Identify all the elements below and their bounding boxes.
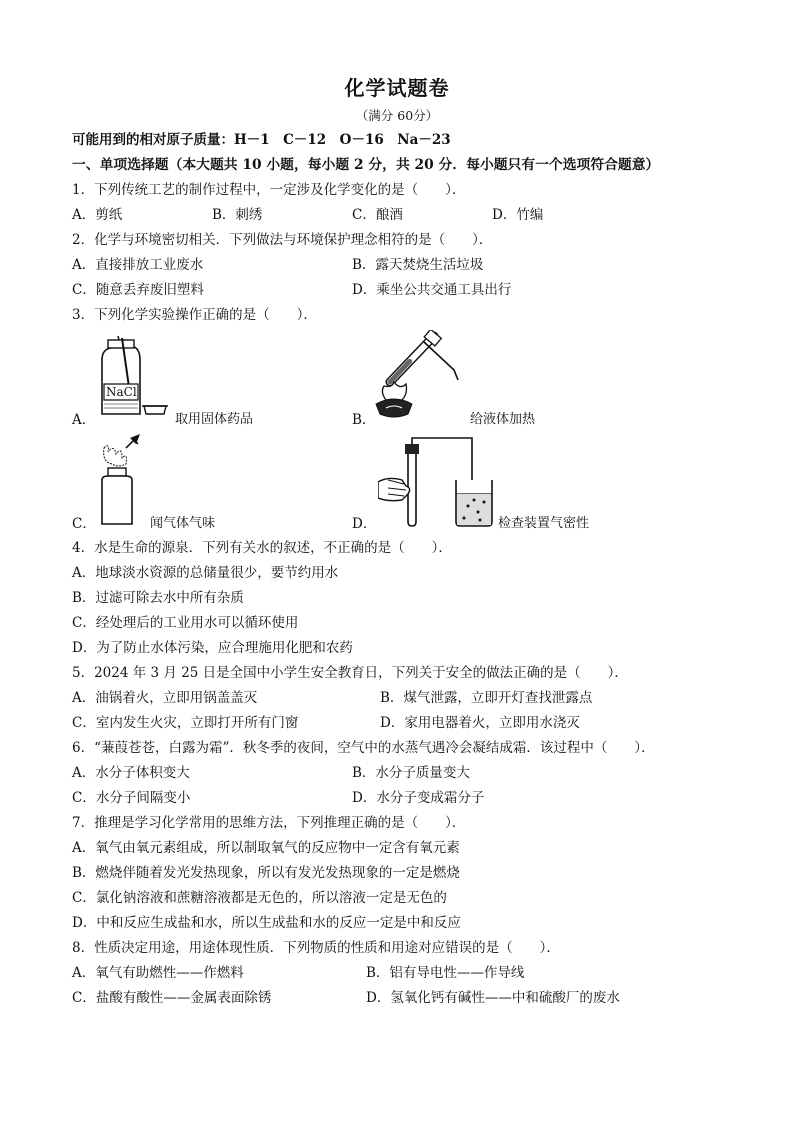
q5-option-d: D．家用电器着火，立即用水浇灭	[380, 715, 580, 731]
q4-option-a: A．地球淡水资源的总储量很少，要节约用水	[72, 565, 339, 581]
nacl-label: NaCl	[106, 385, 137, 399]
q5-option-a: A．油锅着火，立即用锅盖盖灭	[72, 690, 258, 706]
q7-option-a: A．氧气由氧元素组成，所以制取氧气的反应物中一定含有氧元素	[72, 840, 460, 856]
q1-stem: 1．下列传统工艺的制作过程中，一定涉及化学变化的是（ ）．	[72, 182, 466, 198]
q7-option-d: D．中和反应生成盐和水，所以生成盐和水的反应一定是中和反应	[72, 915, 461, 931]
q8-option-a: A．氧气有助燃性——作燃料	[72, 965, 244, 981]
figure-smell-gas	[96, 434, 156, 528]
q5-option-c: C．室内发生火灾，立即打开所有门窗	[72, 715, 299, 731]
q8-option-d: D．氢氧化钙有碱性——中和硫酸厂的废水	[366, 990, 620, 1006]
q3-b-caption: 给液体加热	[470, 412, 536, 427]
atomic-masses: 可能用到的相对原子质量：H－1 C－12 O－16 Na－23	[72, 132, 451, 148]
q3-stem: 3．下列化学实验操作正确的是（ ）．	[72, 307, 317, 323]
q3-a-letter: A．	[72, 412, 96, 428]
q2-option-b: B．露天焚烧生活垃圾	[352, 257, 484, 273]
q3-a-caption: 取用固体药品	[175, 412, 254, 427]
q5-option-b: B．煤气泄露，立即开灯查找泄露点	[380, 690, 593, 706]
q1-option-a: A．剪纸	[72, 207, 123, 223]
q3-c-letter: C．	[72, 516, 96, 532]
q6-stem: 6．“蒹葭苍苍，白露为霜”．秋冬季的夜间，空气中的水蒸气遇冷会凝结成霜．该过程中（ ）．	[72, 740, 655, 756]
figure-solid-reagent	[96, 334, 176, 426]
q8-option-c: C．盐酸有酸性——金属表面除锈	[72, 990, 272, 1006]
q4-option-c: C．经处理后的工业用水可以循环使用	[72, 615, 299, 631]
exam-title: 化学试题卷	[344, 76, 450, 100]
q7-stem: 7．推理是学习化学常用的思维方法，下列推理正确的是（ ）．	[72, 815, 466, 831]
q2-stem: 2．化学与环境密切相关．下列做法与环境保护理念相符的是（ ）．	[72, 232, 493, 248]
q3-d-letter: D．	[352, 516, 377, 532]
q2-option-c: C．随意丢弃废旧塑料	[72, 282, 204, 298]
q3-d-caption: 检查装置气密性	[498, 516, 590, 531]
q1-option-d: D．竹编	[492, 207, 544, 223]
figure-airtightness-check	[378, 436, 496, 528]
q6-option-c: C．水分子间隔变小	[72, 790, 191, 806]
q2-option-a: A．直接排放工业废水	[72, 257, 204, 273]
q1-option-b: B．刺绣	[212, 207, 263, 223]
q7-option-c: C．氯化钠溶液和蔗糖溶液都是无色的，所以溶液一定是无色的	[72, 890, 447, 906]
q5-stem: 5．2024 年 3 月 25 日是全国中小学生安全教育日，下列关于安全的做法正确的是（ ）．	[72, 665, 628, 681]
section1-heading: 一、单项选择题（本大题共 10 小题，每小题 2 分，共 20 分．每小题只有一个选项符合题意）	[72, 157, 660, 173]
q7-option-b: B．燃烧伴随着发光发热现象，所以有发光发热现象的一定是燃烧	[72, 865, 460, 881]
q3-b-letter: B．	[352, 412, 376, 428]
q2-option-d: D．乘坐公共交通工具出行	[352, 282, 512, 298]
q6-option-d: D．水分子变成霜分子	[352, 790, 485, 806]
q1-option-c: C．酿酒	[352, 207, 403, 223]
q8-option-b: B．铝有导电性——作导线	[366, 965, 525, 981]
q8-stem: 8．性质决定用途，用途体现性质．下列物质的性质和用途对应错误的是（ ）．	[72, 940, 560, 956]
q4-option-b: B．过滤可除去水中所有杂质	[72, 590, 244, 606]
q6-option-b: B．水分子质量变大	[352, 765, 470, 781]
figure-heating-liquid	[372, 330, 472, 426]
q4-stem: 4．水是生命的源泉．下列有关水的叙述，不正确的是（ ）．	[72, 540, 452, 556]
exam-subtitle: （满分 60分）	[355, 108, 439, 123]
q6-option-a: A．水分子体积变大	[72, 765, 190, 781]
q4-option-d: D．为了防止水体污染，应合理施用化肥和农药	[72, 640, 353, 656]
q3-c-caption: 闻气体气味	[150, 516, 216, 531]
